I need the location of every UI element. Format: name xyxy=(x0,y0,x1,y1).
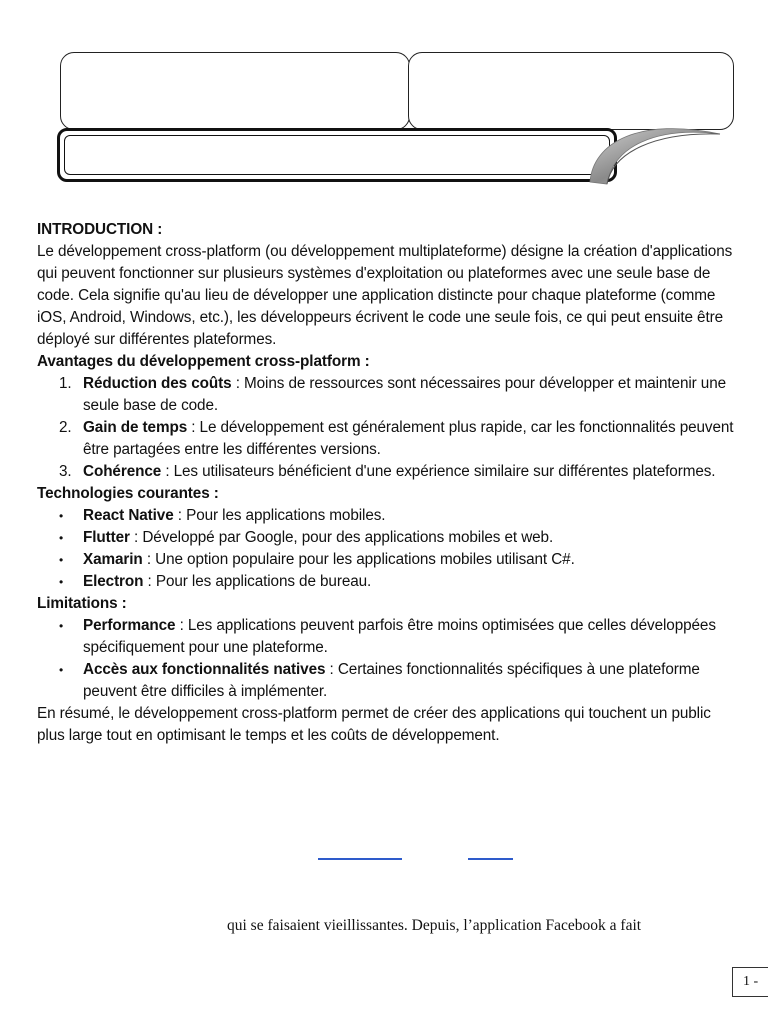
list-number: 2. xyxy=(59,419,72,436)
item-text: : Pour les applications de bureau. xyxy=(143,573,372,590)
bullet-icon: • xyxy=(59,553,64,567)
decorative-swoosh xyxy=(585,112,725,194)
bullet-icon: • xyxy=(59,531,64,545)
header-box-left xyxy=(60,52,410,130)
page-footer-text: qui se faisaient vieillissantes. Depuis, l’application Facebook a fait xyxy=(227,917,642,934)
list-item xyxy=(37,527,737,549)
list-number: 3. xyxy=(59,463,72,480)
item-term: Cohérence xyxy=(83,463,162,480)
document-body xyxy=(37,219,737,747)
bullet-icon: • xyxy=(59,619,64,633)
item-term: Réduction des coûts xyxy=(83,375,232,392)
technologies-list xyxy=(37,505,737,593)
summary-paragraph: En résumé, le développement cross-platform permet de créer des applications qui touchent un public plus large tout en optimisant le temps et les coûts de développement. xyxy=(37,705,711,744)
list-item xyxy=(37,659,737,703)
item-term: Electron xyxy=(83,573,144,590)
item-term: Xamarin xyxy=(83,551,143,568)
bullet-icon: • xyxy=(59,663,64,677)
list-item xyxy=(37,571,737,593)
hyperlink-underline[interactable] xyxy=(468,858,513,860)
bullet-icon: • xyxy=(59,575,64,589)
item-term: Accès aux fonctionnalités natives xyxy=(83,661,326,678)
list-item xyxy=(37,417,737,461)
title-bar xyxy=(57,128,617,182)
technologies-heading: Technologies courantes : xyxy=(37,485,219,502)
intro-title: INTRODUCTION : xyxy=(37,221,163,238)
list-item xyxy=(37,615,737,659)
item-text: : Le développement est généralement plus rapide, car les fonctionnalités peuvent être partagées entre les différentes versions. xyxy=(83,419,734,458)
list-item xyxy=(37,373,737,417)
limitations-list xyxy=(37,615,737,703)
title-bar-inner xyxy=(64,135,610,175)
item-text: : Moins de ressources sont nécessaires pour développer et maintenir une seule base de code. xyxy=(83,375,727,414)
list-number: 1. xyxy=(59,375,72,392)
page-number: 1 - xyxy=(732,967,768,997)
item-term: React Native xyxy=(83,507,174,524)
limitations-heading: Limitations : xyxy=(37,595,127,612)
item-text: : Une option populaire pour les applications mobiles utilisant C#. xyxy=(142,551,575,568)
bullet-icon: • xyxy=(59,509,64,523)
item-text: : Pour les applications mobiles. xyxy=(173,507,386,524)
advantages-list xyxy=(37,373,737,483)
hyperlink-underline[interactable] xyxy=(318,858,402,860)
item-text: : Les utilisateurs bénéficient d'une expérience similaire sur différentes plateformes. xyxy=(161,463,716,480)
item-term: Gain de temps xyxy=(83,419,188,436)
list-item xyxy=(37,505,737,527)
item-text: : Développé par Google, pour des applications mobiles et web. xyxy=(129,529,554,546)
list-item xyxy=(37,461,737,483)
advantages-heading: Avantages du développement cross-platform : xyxy=(37,353,370,370)
item-text: : Certaines fonctionnalités spécifiques à une plateforme peuvent être difficiles à implémenter. xyxy=(83,661,700,700)
item-term: Flutter xyxy=(83,529,130,546)
item-term: Performance xyxy=(83,617,176,634)
list-item xyxy=(37,549,737,571)
intro-paragraph: Le développement cross-platform (ou développement multiplateforme) désigne la création d'applications qui peuvent fonctionner sur plusieurs systèmes d'exploitation ou plateformes avec une seule base de code. Cela signifie qu'au lieu de développer une application distincte pour chaque plateforme (comme iOS, Android, Windows, etc.), les développeurs écrivent le code une seule fois, ce qui peut ensuite être déployé sur différentes plateformes. xyxy=(37,243,733,348)
item-text: : Les applications peuvent parfois être moins optimisées que celles développées spécifiquement pour une plateforme. xyxy=(83,617,716,656)
